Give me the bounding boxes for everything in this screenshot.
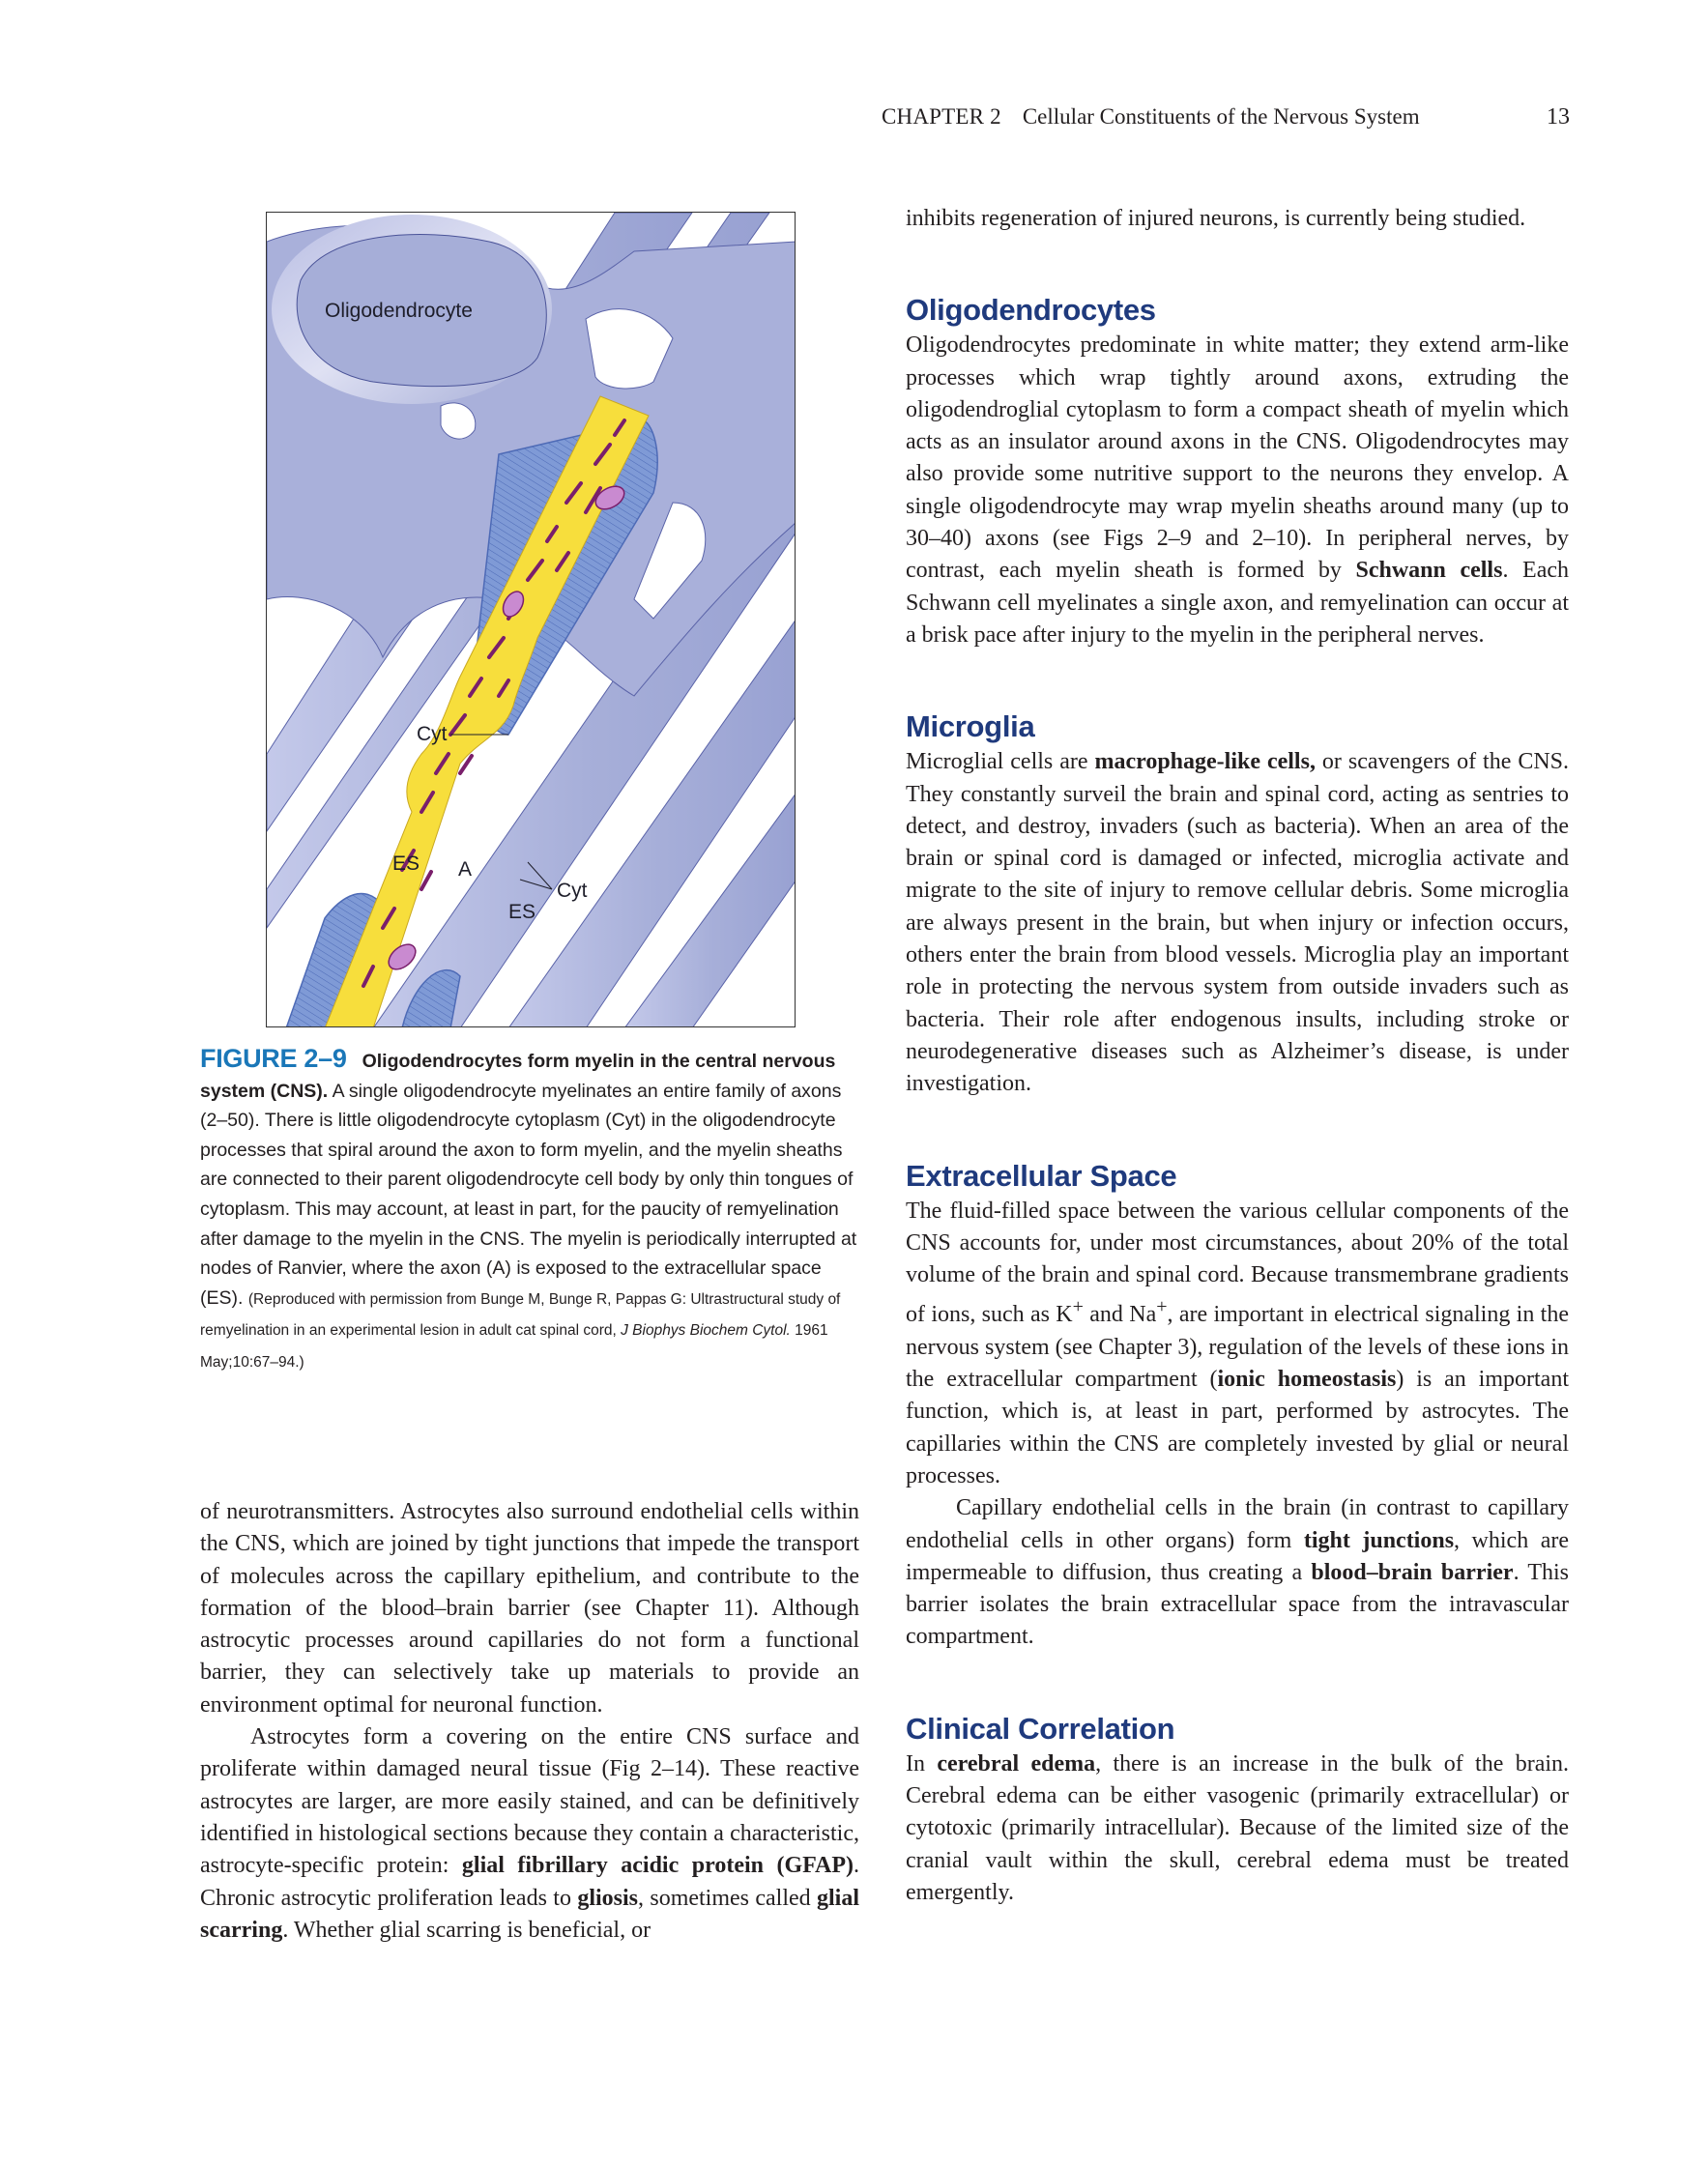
section-heading-oligodendrocytes: Oligodendrocytes [906, 293, 1156, 328]
label-cyt-upper: Cyt [417, 723, 448, 745]
paragraph: Capillary endothelial cells in the brain (in contrast to capillary endothelial cells in other organs) form tight junctions, which are impermeable to diffusion, thus creating a blood–brain barrier. This barrier isolates the brain extracellular space from the intravascular compartment. [906, 1495, 1570, 1650]
figure-caption [200, 1044, 857, 1378]
oligodendrocyte-myelin-diagram [267, 213, 796, 1027]
paragraph: The fluid-filled space between the various cellular components of the CNS accounts for, under most circumstances, about 20% of the total volume of the brain and spinal cord. Because transmembrane gradients of ions, such as K+ and Na+, are important in electrical signaling in the nervous system (see Chapter 3), regulation of the levels of these ions in the extracellular compartment (ionic homeostasis) is an important function, which is, at least in part, performed by astrocytes. The capillaries within the CNS are completely invested by glial or neural processes. [906, 1198, 1569, 1488]
chapter-label: CHAPTER 2 [882, 104, 1001, 129]
label-axon: A [458, 858, 473, 881]
label-oligodendrocyte: Oligodendrocyte [325, 300, 473, 322]
right-column [906, 203, 1569, 1909]
label-es-left: ES [392, 852, 420, 875]
label-es-right: ES [508, 901, 536, 923]
page-number: 13 [1547, 104, 1570, 130]
section-heading-microglia: Microglia [906, 709, 1035, 744]
caption-credit: (Reproduced with permission from Bunge M, Bunge R, Pappas G: Ultrastructural study of remyelination in an experimental lesion in adult cat spinal cord, J Biophys Biochem Cytol. 1961 May;10:67–94.) [200, 1290, 841, 1371]
figure-illustration [266, 212, 796, 1027]
section-heading-clinical-correlation: Clinical Correlation [906, 1711, 1175, 1746]
paragraph: Oligodendrocytes predominate in white matter; they extend arm-like processes which wrap tightly around axons, extruding the oligodendroglial cytoplasm to form a compact sheath of myelin which acts as an insulator around axons in the CNS. Oligodendrocytes may also provide some nutritive support to the neurons they envelop. A single oligodendrocyte may wrap myelin sheaths around many (up to 30–40) axons (see Figs 2–9 and 2–10). In peripheral nerves, by contrast, each myelin sheath is formed by Schwann cells. Each Schwann cell myelinates a single axon, and remyelination can occur at a brisk pace after injury to the myelin in the peripheral nerves. [906, 332, 1570, 648]
paragraph: Astrocytes form a covering on the entire CNS surface and proliferate within damaged neural tissue (Fig 2–14). These reactive astrocytes are larger, are more easily stained, and can be definitively identified in histological sections because they contain a characteristic, astrocyte-specific protein: glial fibrillary acidic protein (GFAP). Chronic astrocytic proliferation leads to gliosis, sometimes called glial scarring. Whether glial scarring is beneficial, or [200, 1724, 860, 1943]
left-column [200, 1496, 859, 1947]
paragraph: Microglial cells are macrophage-like cells, or scavengers of the CNS. They constantly surveil the brain and spinal cord, acting as sentries to detect, and destroy, invaders (such as bacteria). When an area of the brain or spinal cord is damaged or infected, microglia activate and migrate to the site of injury to remove cellular debris. Some microglia are always present in the brain, but when injury or infection occurs, others enter the brain from blood vessels. Microglia play an important role in protecting the nervous system from outside invaders such as bacteria. Their role after endogenous insults, including stroke or neurodegenerative diseases such as Alzheimer’s disease, is under investigation. [906, 749, 1570, 1097]
caption-body: A single oligodendrocyte myelinates an entire family of axons (2–50). There is little oligodendrocyte cytoplasm (Cyt) in the oligodendrocyte processes that spiral around the axon to form myelin, and the myelin sheaths are connected to their parent oligodendrocyte cell body by only thin tongues of cytoplasm. This may account, at least in part, for the paucity of remyelination after damage to the myelin in the CNS. The myelin is periodically interrupted at nodes of Ranvier, where the axon (A) is exposed to the extracellular space (ES). [200, 1080, 857, 1309]
paragraph: In cerebral edema, there is an increase in the bulk of the brain. Cerebral edema can be either vasogenic (primarily extracellular) or cytotoxic (primarily intracellular). Because of the limited size of the cranial vault within the skull, cerebral edema must be treated emergently. [906, 1750, 1570, 1905]
label-cyt-lower: Cyt [557, 880, 588, 902]
section-heading-extracellular-space: Extracellular Space [906, 1158, 1177, 1193]
figure-number: FIGURE 2–9 [200, 1044, 347, 1073]
chapter-title: Cellular Constituents of the Nervous System [1022, 104, 1420, 129]
running-head [882, 104, 1570, 137]
figure-title: Oligodendrocytes form myelin in the central nervous system (CNS). [200, 1051, 836, 1102]
paragraph: of neurotransmitters. Astrocytes also surround endothelial cells within the CNS, which are joined by tight junctions that impede the transport of molecules across the capillary epithelium, and contribute to the formation of the blood–brain barrier (see Chapter 11). Although astrocytic processes around capillaries do not form a functional barrier, they can selectively take up materials to provide an environment optimal for neuronal function. [200, 1499, 859, 1718]
paragraph: inhibits regeneration of injured neurons, is currently being studied. [906, 206, 1526, 231]
